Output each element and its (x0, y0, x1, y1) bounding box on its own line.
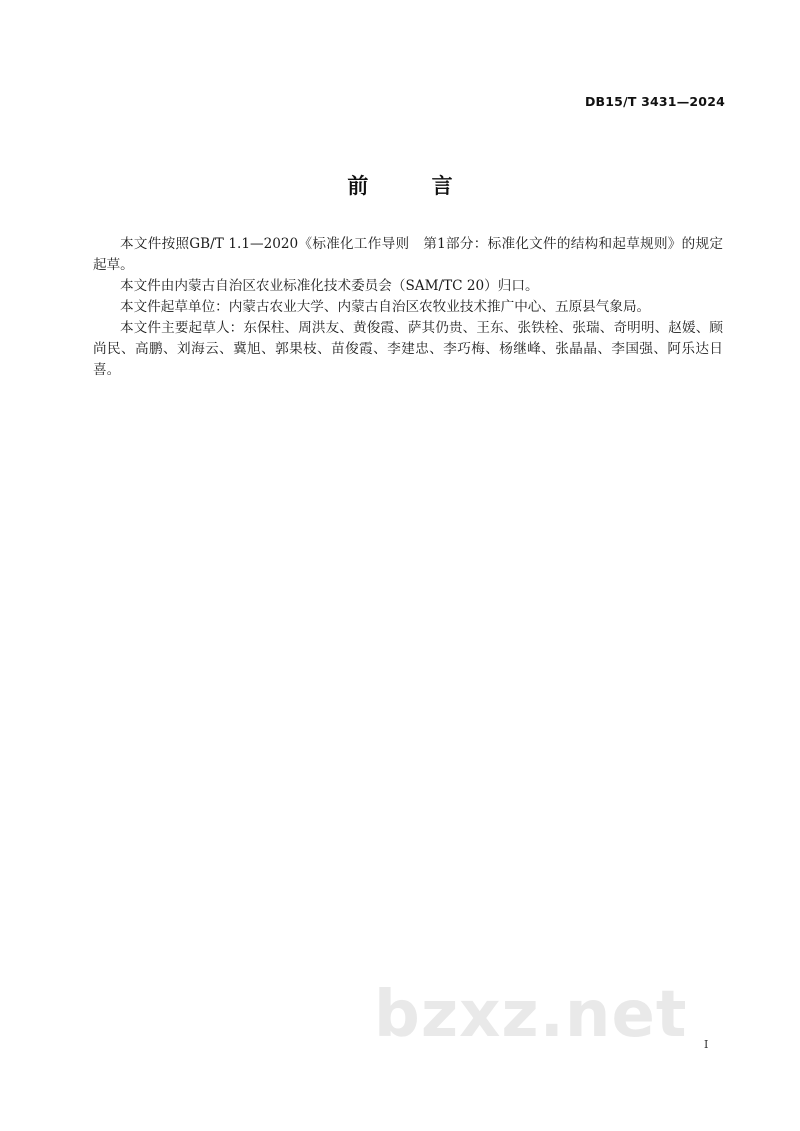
document-code: DB15/T 3431—2024 (584, 94, 725, 109)
watermark: bzxz.net (374, 978, 688, 1052)
paragraph-drafting-rules: 本文件按照GB/T 1.1—2020《标准化工作导则 第1部分：标准化文件的结构和起草规则》的规定起草。 (93, 236, 723, 273)
page-title: 前 言 (347, 174, 481, 198)
paragraph-drafters: 本文件主要起草人：东保柱、周洪友、黄俊霞、萨其仍贵、王东、张铁栓、张瑞、奇明明、赵媛、顾尚民、高鹏、刘海云、冀旭、郭果枝、苗俊霞、李建忠、李巧梅、杨继峰、张晶晶、李国强、阿乐达日喜。 (93, 320, 723, 378)
paragraph-drafting-units: 本文件起草单位：内蒙古农业大学、内蒙古自治区农牧业技术推广中心、五原县气象局。 (120, 299, 651, 315)
page-number: I (704, 1038, 709, 1051)
foreword-body (93, 234, 723, 381)
paragraph-responsible-committee: 本文件由内蒙古自治区农业标准化技术委员会（SAM/TC 20）归口。 (120, 278, 539, 294)
